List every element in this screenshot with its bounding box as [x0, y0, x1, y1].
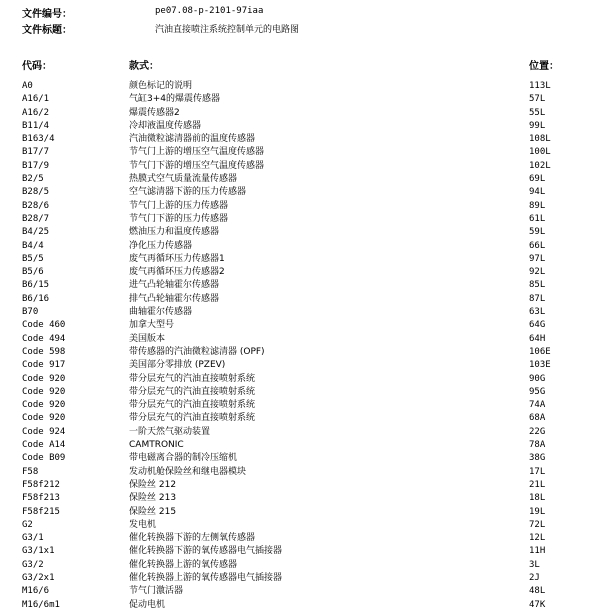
row-position: 92L [529, 267, 546, 278]
doc-title-label: 文件标题： [22, 25, 72, 36]
row-position: 78A [529, 440, 546, 451]
row-name: 促动电机 [129, 599, 166, 610]
row-name: 节气门激活器 [129, 586, 184, 597]
row-position: 47K [529, 599, 546, 610]
row-position: 106E [529, 346, 551, 357]
row-position: 95G [529, 386, 546, 397]
row-code: G3/2 [22, 559, 44, 570]
table-row [0, 585, 606, 598]
row-position: 97L [529, 253, 546, 264]
row-code: B5/5 [22, 253, 44, 264]
row-name: 热膜式空气质量流量传感器 [129, 174, 238, 185]
row-name: 颜色标记的说明 [129, 81, 193, 91]
table-row [0, 532, 606, 545]
row-code: B163/4 [22, 134, 55, 145]
table-row [0, 186, 606, 199]
table-row [0, 266, 606, 279]
row-code: B5/6 [22, 267, 44, 278]
row-position: 100L [529, 147, 551, 158]
table-row [0, 146, 606, 159]
table-row [0, 412, 606, 425]
table-row [0, 173, 606, 186]
row-name: 一阶天然气驱动装置 [129, 426, 211, 437]
row-code: A16/1 [22, 94, 50, 105]
row-name: 加拿大型号 [129, 320, 175, 331]
row-name: 燃油压力和温度传感器 [129, 227, 220, 238]
row-code: Code 920 [22, 386, 66, 397]
table-row [0, 359, 606, 372]
table-row [0, 107, 606, 120]
row-position: 57L [529, 94, 546, 105]
row-name: 催化转换器下游的左侧氧传感器 [129, 533, 256, 544]
row-code: M16/6 [22, 586, 50, 597]
table-row [0, 479, 606, 492]
row-position: 87L [529, 293, 546, 304]
row-name: 催化转换器上游的氧传感器 [129, 559, 238, 570]
row-position: 102L [529, 160, 551, 171]
table-row [0, 319, 606, 332]
row-name: CAMTRONIC [129, 440, 184, 451]
row-name: 发电机 [129, 519, 157, 530]
table-row [0, 452, 606, 465]
row-name: 催化转换器下游的氧传感器电气插接器 [129, 546, 283, 557]
row-name: 发动机舱保险丝和继电器模块 [129, 466, 247, 477]
row-code: A16/2 [22, 107, 50, 118]
row-position: 22G [529, 426, 546, 437]
row-code: F58f213 [22, 493, 60, 504]
row-position: 11H [529, 546, 546, 557]
table-row [0, 93, 606, 106]
row-position: 74A [529, 400, 546, 411]
row-position: 85L [529, 280, 546, 291]
column-header-position: 位置： [529, 61, 559, 72]
table-row [0, 333, 606, 346]
component-table [0, 80, 606, 612]
table-row [0, 506, 606, 519]
row-code: Code 598 [22, 346, 66, 357]
row-position: 99L [529, 120, 546, 131]
row-code: B28/6 [22, 200, 50, 211]
row-name: 带分层充气的汽油直接喷射系统 [129, 413, 256, 424]
row-name: 废气再循环压力传感器1 [129, 253, 225, 264]
row-name: 带分层充气的汽油直接喷射系统 [129, 400, 256, 411]
row-name: 爆震传感器2 [129, 107, 180, 118]
row-code: B6/15 [22, 280, 50, 291]
column-header-name: 款式： [129, 61, 159, 72]
row-position: 90G [529, 373, 546, 384]
table-row [0, 346, 606, 359]
row-position: 66L [529, 240, 546, 251]
row-code: B28/7 [22, 213, 50, 224]
row-position: 18L [529, 493, 546, 504]
row-position: 12L [529, 533, 546, 544]
row-name: 美国版本 [129, 333, 166, 344]
row-position: 68A [529, 413, 546, 424]
row-name: 保险丝 212 [129, 479, 177, 490]
row-code: B4/4 [22, 240, 44, 251]
row-name: 催化转换器上游的氧传感器电气插接器 [129, 572, 283, 583]
row-name: 废气再循环压力传感器2 [129, 267, 225, 278]
row-name: 曲轴霍尔传感器 [129, 307, 193, 318]
row-name: 节气门上游的增压空气温度传感器 [129, 147, 265, 158]
doc-title-value: 汽油直接喷注系统控制单元的电路图 [155, 25, 300, 35]
row-code: Code 460 [22, 320, 66, 331]
row-position: 63L [529, 307, 546, 318]
row-code: Code 920 [22, 413, 66, 424]
table-row [0, 279, 606, 292]
row-position: 72L [529, 519, 546, 530]
row-name: 进气凸轮轴霍尔传感器 [129, 280, 220, 291]
row-code: F58f212 [22, 479, 60, 490]
column-header-code: 代码： [22, 61, 52, 72]
row-position: 61L [529, 213, 546, 224]
table-row [0, 213, 606, 226]
row-code: Code A14 [22, 440, 66, 451]
row-code: B6/16 [22, 293, 50, 304]
row-name: 冷却液温度传感器 [129, 120, 202, 131]
row-position: 38G [529, 453, 546, 464]
table-row [0, 240, 606, 253]
row-position: 108L [529, 134, 551, 145]
table-row [0, 559, 606, 572]
row-code: F58 [22, 466, 39, 477]
row-position: 19L [529, 506, 546, 517]
row-name: 美国部分零排放 (PZEV) [129, 360, 226, 371]
table-row [0, 386, 606, 399]
row-code: B4/25 [22, 227, 50, 238]
row-code: G3/1x1 [22, 546, 55, 557]
table-row [0, 80, 606, 93]
row-name: 带传感器的汽油微粒滤清器 (OPF) [129, 346, 265, 357]
row-code: A0 [22, 81, 33, 91]
row-code: M16/6m1 [22, 599, 60, 610]
row-name: 保险丝 213 [129, 493, 177, 504]
row-code: Code 924 [22, 426, 66, 437]
row-code: B17/7 [22, 147, 50, 158]
table-row [0, 466, 606, 479]
row-position: 89L [529, 200, 546, 211]
row-name: 保险丝 215 [129, 506, 177, 517]
row-name: 汽油微粒滤清器前的温度传感器 [129, 134, 256, 145]
table-row [0, 519, 606, 532]
row-code: G3/2x1 [22, 572, 55, 583]
row-name: 排气凸轮轴霍尔传感器 [129, 293, 220, 304]
doc-number-label: 文件编号： [22, 9, 72, 20]
row-code: B17/9 [22, 160, 50, 171]
row-name: 气缸3+4的爆震传感器 [129, 94, 220, 105]
table-row [0, 253, 606, 266]
table-row [0, 545, 606, 558]
row-name: 空气滤清器下游的压力传感器 [129, 187, 247, 198]
row-code: F58f215 [22, 506, 60, 517]
table-row [0, 160, 606, 173]
row-position: 69L [529, 174, 546, 185]
row-code: G2 [22, 519, 33, 530]
table-row [0, 572, 606, 585]
row-position: 3L [529, 559, 540, 570]
row-code: Code B09 [22, 453, 66, 464]
table-row [0, 599, 606, 612]
row-position: 59L [529, 227, 546, 238]
row-code: G3/1 [22, 533, 44, 544]
row-code: Code 920 [22, 400, 66, 411]
table-row [0, 439, 606, 452]
table-row [0, 399, 606, 412]
row-code: Code 917 [22, 360, 66, 371]
row-code: B2/5 [22, 174, 44, 185]
table-row [0, 120, 606, 133]
row-position: 64G [529, 320, 546, 331]
row-position: 103E [529, 360, 551, 371]
row-code: B28/5 [22, 187, 50, 198]
row-position: 48L [529, 586, 546, 597]
row-position: 94L [529, 187, 546, 198]
table-row [0, 306, 606, 319]
row-code: Code 920 [22, 373, 66, 384]
row-code: B11/4 [22, 120, 50, 131]
row-code: B70 [22, 307, 39, 318]
table-row [0, 293, 606, 306]
table-row [0, 373, 606, 386]
row-position: 21L [529, 479, 546, 490]
row-position: 64H [529, 333, 546, 344]
table-row [0, 426, 606, 439]
row-name: 带电磁离合器的制冷压缩机 [129, 453, 238, 464]
row-position: 2J [529, 572, 540, 583]
row-name: 带分层充气的汽油直接喷射系统 [129, 386, 256, 397]
table-row [0, 133, 606, 146]
row-code: Code 494 [22, 333, 66, 344]
table-row [0, 226, 606, 239]
row-position: 17L [529, 466, 546, 477]
doc-number-value: pe07.08-p-2101-97iaa [155, 6, 264, 16]
row-name: 节气门下游的增压空气温度传感器 [129, 160, 265, 171]
row-position: 113L [529, 81, 551, 91]
row-name: 带分层充气的汽油直接喷射系统 [129, 373, 256, 384]
row-name: 节气门上游的压力传感器 [129, 200, 229, 211]
table-row [0, 492, 606, 505]
row-position: 55L [529, 107, 546, 118]
table-row [0, 200, 606, 213]
row-name: 节气门下游的压力传感器 [129, 213, 229, 224]
row-name: 净化压力传感器 [129, 240, 193, 251]
